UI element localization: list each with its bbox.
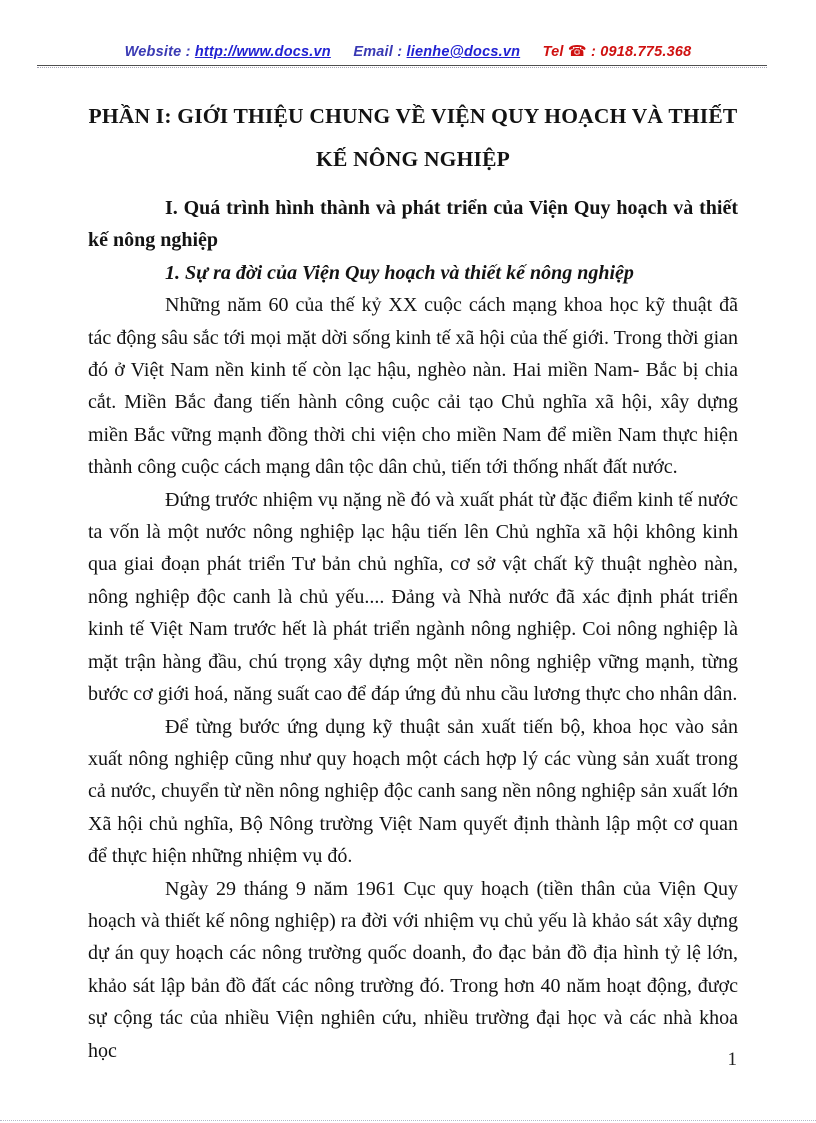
email-link[interactable]: lienhe@docs.vn — [406, 44, 521, 60]
tel-label: Tel — [542, 44, 564, 60]
document-title: PHẦN I: GIỚI THIỆU CHUNG VỀ VIỆN QUY HOẠCH VÀ THIẾT KẾ NÔNG NGHIỆP — [88, 104, 738, 171]
page-number: 1 — [727, 1049, 737, 1070]
subsection-heading: 1. Sự ra đời của Viện Quy hoạch và thiết kế nông nghiệp — [165, 261, 634, 284]
paragraph-3: Để từng bước ứng dụng kỹ thuật sản xuất tiến bộ, khoa học vào sản xuất nông nghiệp cũng như quy hoạch một cách hợp lý các vùng sản xuất trong cả nước, chuyển từ nền nông nghiệp độc canh sang nền nông nghiệp sản xuất lớn Xã hội chủ nghĩa, Bộ Nông trường Việt Nam quyết định thành lập một cơ quan để thực hiện những nhiệm vụ đó. — [88, 715, 738, 868]
paragraph-2: Đứng trước nhiệm vụ nặng nề đó và xuất phát từ đặc điểm kinh tế nước ta vốn là một nước nông nghiệp lạc hậu tiến lên Chủ nghĩa xã hội không kinh qua giai đoạn phát triển Tư bản chủ nghĩa, cơ sở vật chất kỹ thuật nghèo nàn, nông nghiệp độc canh là chủ yếu.... Đảng và Nhà nước đã xác định phát triển kinh tế Việt Nam trước hết là phát triển ngành nông nghiệp. Coi nông nghiệp là mặt trận hàng đầu, chú trọng xây dựng một nền nông nghiệp vững mạnh, từng bước cơ giới hoá, năng suất cao để đáp ứng đủ nhu cầu lương thực cho nhân dân. — [88, 488, 738, 706]
paragraph-4: Ngày 29 tháng 9 năm 1961 Cục quy hoạch (tiền thân của Viện Quy hoạch và thiết kế nông nghiệp) ra đời với nhiệm vụ chủ yếu là khảo sát xây dựng dự án quy hoạch các nông trường quốc doanh, đo đạc bản đồ địa hình tỷ lệ lớn, khảo sát lập bản đồ đất các nông trường đó. Trong hơn 40 năm hoạt động, được sự cộng tác của nhiều Viện nghiên cứu, nhiều trường đại học và các nhà khoa học — [88, 877, 738, 1062]
paragraph-1: Những năm 60 của thế kỷ XX cuộc cách mạng khoa học kỹ thuật đã tác động sâu sắc tới mọi mặt dời sống kinh tế xã hội của thế giới. Trong thời gian đó ở Việt Nam nền kinh tế còn lạc hậu, nghèo nàn. Hai miền Nam- Bắc bị chia cắt. Miền Bắc đang tiến hành công cuộc cải tạo Chủ nghĩa xã hội, xây dựng miền Bắc vững mạnh đồng thời chi viện cho miền Nam để miền Nam thực hiện thành công cuộc cách mạng dân tộc dân chủ, tiến tới thống nhất đất nước. — [88, 294, 738, 479]
tel-number: : 0918.775.368 — [591, 44, 692, 60]
website-link[interactable]: http://www.docs.vn — [194, 44, 331, 60]
header-divider — [37, 65, 767, 68]
document-content — [88, 95, 738, 1067]
telephone-icon: ☎ — [567, 42, 587, 60]
section-heading: I. Quá trình hình thành và phát triển của Viện Quy hoạch và thiết kế nông nghiệp — [88, 197, 738, 252]
page-header — [0, 42, 816, 68]
email-separator: : — [397, 44, 403, 60]
email-label: Email — [353, 44, 394, 60]
website-label: Website : — [124, 44, 191, 60]
header-contact-line — [0, 42, 816, 60]
page-bottom-boundary — [0, 1120, 816, 1121]
